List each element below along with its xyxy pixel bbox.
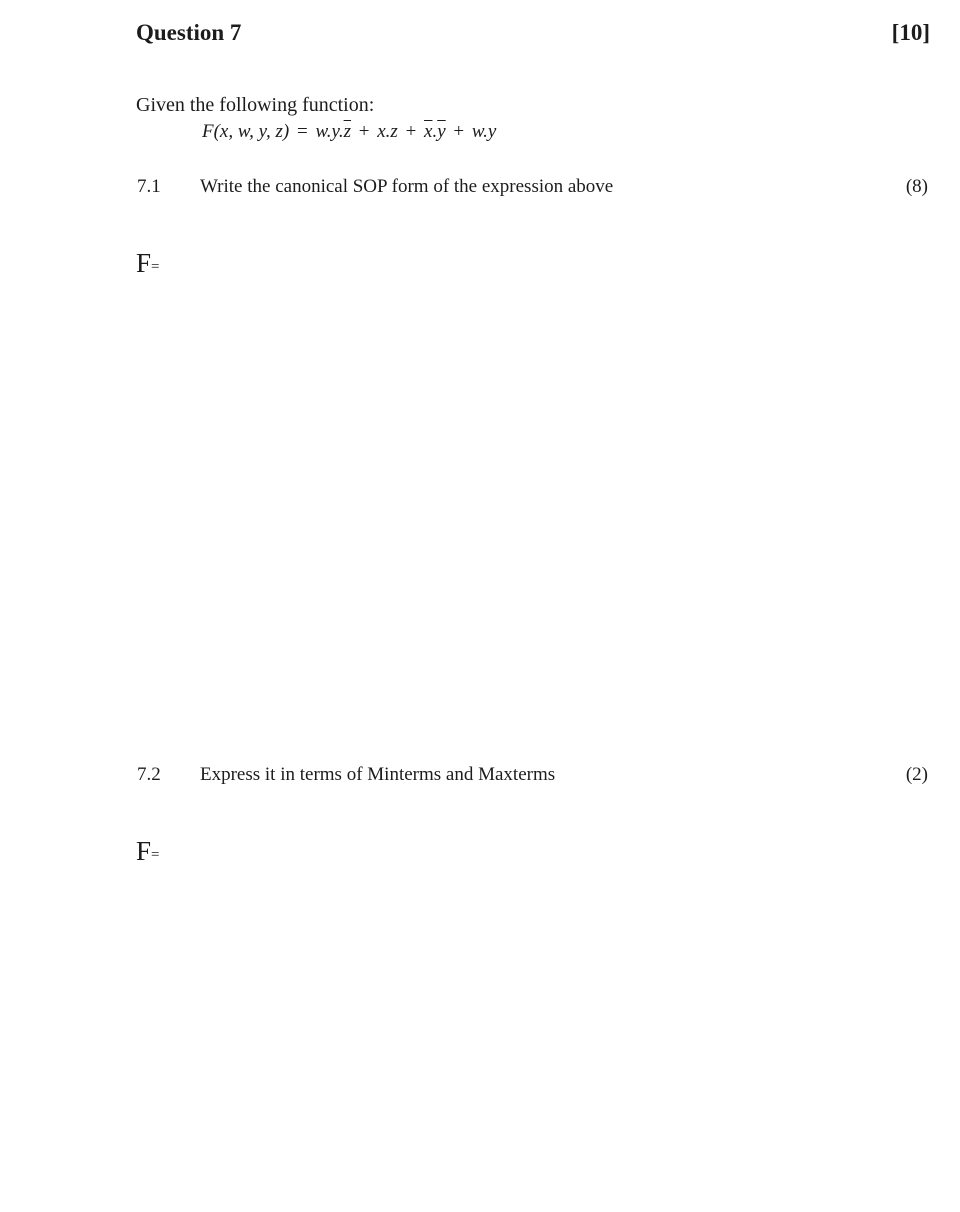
question-intro: Given the following function: bbox=[136, 94, 375, 116]
answer-label-f: F bbox=[136, 248, 152, 278]
subquestion-marks: (2) bbox=[905, 764, 928, 785]
subquestion-number: 7.1 bbox=[137, 176, 161, 197]
answer-label bbox=[136, 836, 160, 867]
question-title: Question 7 bbox=[136, 20, 242, 45]
answer-label-equals: = bbox=[151, 259, 160, 275]
answer-label bbox=[136, 248, 160, 279]
formula-plus-1: + bbox=[358, 121, 370, 142]
question-total-marks: [10] bbox=[891, 20, 930, 45]
subquestion-text: Write the canonical SOP form of the expression above bbox=[200, 176, 614, 197]
formula-equals: = bbox=[297, 121, 308, 142]
boolean-function-formula bbox=[202, 121, 496, 143]
formula-plus-3: + bbox=[453, 121, 465, 142]
formula-term1-complement: $\overline{z}$ bbox=[343, 121, 352, 142]
formula-plus-2: + bbox=[405, 121, 417, 142]
formula-term2: x.z bbox=[377, 121, 398, 142]
formula-term3-dot: . bbox=[432, 121, 438, 142]
answer-label-equals: = bbox=[151, 847, 160, 863]
answer-label-f: F bbox=[136, 836, 152, 866]
formula-term1-prefix: w.y. bbox=[315, 121, 344, 142]
subquestion-marks: (8) bbox=[905, 176, 928, 197]
formula-term3-complement-a: $\overline{x}$ bbox=[424, 121, 433, 142]
formula-term3-complement-b: $\overline{y}$ bbox=[437, 121, 446, 142]
formula-term4: w.y bbox=[471, 121, 497, 142]
subquestion-number: 7.2 bbox=[137, 764, 161, 785]
subquestion-text: Express it in terms of Minterms and Maxterms bbox=[200, 764, 556, 785]
formula-lhs: F(x, w, y, z) bbox=[202, 121, 290, 142]
